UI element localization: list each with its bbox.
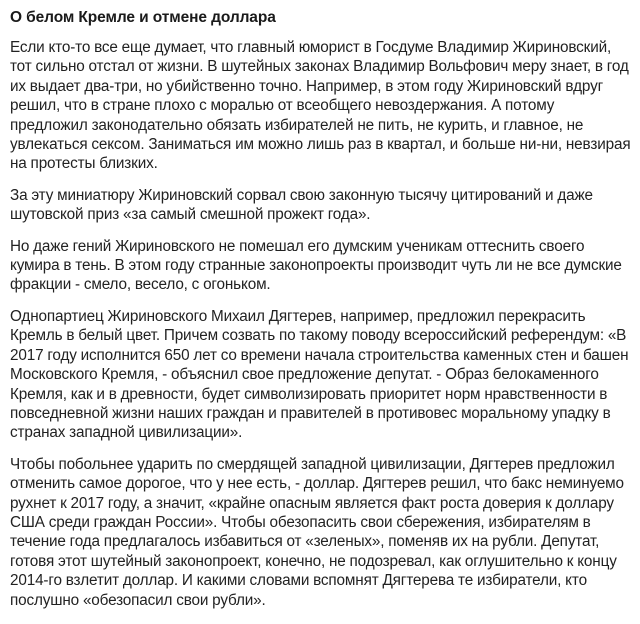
article-title: О белом Кремле и отмене доллара <box>10 9 276 26</box>
article <box>10 8 634 622</box>
article-paragraph: Но даже гений Жириновского не помешал его думским ученикам оттеснить своего кумира в тень. В этом году странные законопроекты производит чуть ли не все думские фракции - смело, весело, с огоньком. <box>10 237 622 294</box>
article-paragraph: Однопартиец Жириновского Михаил Дягтерев, например, предложил перекрасить Кремль в белый цвет. Причем созвать по такому поводу всероссийский референдум: «В 2017 году исполнится 650 лет со времени начала строительства каменных стен и башен Московского Кремля, - объяснил свое предложение депутат. - Образ белокаменного Кремля, как и в древности, будет символизировать приоритет норм нравственности в повседневной жизни наших граждан и правителей в противовес моральному упадку в странах западной цивилизации». <box>10 307 629 442</box>
article-paragraph: Чтобы побольнее ударить по смердящей западной цивилизации, Дягтерев предложил отменить самое дорогое, что у нее есть, - доллар. Дягтерев решил, что бакс неминуемо рухнет к 2017 году, а значит, «крайне опасным является факт роста доверия к доллару США среди граждан России». Чтобы обезопасить свои сбережения, избирателям в течение года предлагалось избавиться от «зеленых», поменяв их на рубли. Депутат, готовя этот шутейный законопроект, конечно, не подозревал, как оглушительно к концу 2014-го взлетит доллар. И какими словами вспомнят Дягтерева те избиратели, кто послушно «обезопасил свои рубли». <box>10 455 624 609</box>
article-paragraph: За эту миниатюру Жириновский сорвал свою законную тысячу цитирований и даже шутовской приз «за самый смешной прожект года». <box>10 186 593 224</box>
article-paragraph: Если кто-то все еще думает, что главный юморист в Госдуме Владимир Жириновский, тот сильно отстал от жизни. В шутейных законах Владимир Вольфович меру знает, в год их выдает два-три, но убийственно точно. Например, в этом году Жириновский вдруг решил, что в стране плохо с моралью от всеобщего невоздержания. А потому предложил законодательно обязать избирателей не пить, не курить, и главное, не увлекаться сексом. Заниматься им можно лишь раз в квартал, и больше ни-ни, невзирая на протесты близких. <box>10 39 631 173</box>
